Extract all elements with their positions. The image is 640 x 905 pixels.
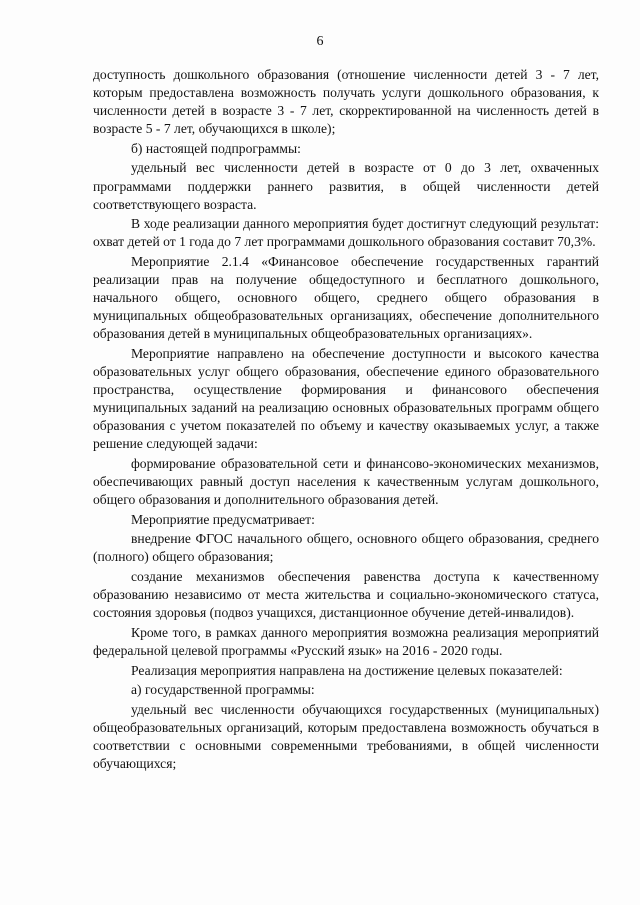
- document-body: [93, 66, 599, 775]
- paragraph-students-share: удельный вес численности обучающихся государственных (муниципальных) общеобразовательных организаций, которым предоставлена возможность обучаться в соответствии с основными современными требованиями, в общей численности обучающихся;: [93, 701, 599, 771]
- paragraph-measure-provides: Мероприятие предусматривает:: [131, 511, 315, 527]
- paragraph-network-formation: формирование образовательной сети и финансово-экономических механизмов, обеспечивающих равный доступ населения к качественным услугам дошкольного, общего образования и дополнительного образования детей.: [93, 455, 599, 508]
- paragraph-preschool-accessibility: доступность дошкольного образования (отношение численности детей 3 - 7 лет, которым предоставлена возможность получать услуги дошкольного образования, к численности детей в возрасте 3 - 7 лет, скорректированной на численность детей в возрасте 5 - 7 лет, обучающихся в школе);: [93, 67, 599, 137]
- paragraph-state-program-heading: а) государственной программы:: [131, 682, 315, 698]
- paragraph-subprogram-heading: б) настоящей подпрограммы:: [131, 140, 301, 156]
- paragraph-fgos-implementation: внедрение ФГОС начального общего, основного общего образования, среднего (полного) общего образования;: [93, 531, 599, 565]
- paragraph-early-development-share: удельный вес численности детей в возрасте от 0 до 3 лет, охваченных программами поддержки раннего развития, в общей численности детей соответствующего возраста.: [93, 160, 599, 212]
- paragraph-expected-result: В ходе реализации данного мероприятия будет достигнут следующий результат: охват детей от 1 года до 7 лет программами дошкольного образования составит 70,3%.: [93, 216, 599, 250]
- paragraph-measure-2-1-4: Мероприятие 2.1.4 «Финансовое обеспечение государственных гарантий реализации прав на получение общедоступного и бесплатного дошкольного, начального общего, основного общего, среднего общего образования в муниципальных общеобразовательных организациях, обеспечение дополнительного образования детей в муниципальных общеобразовательных организациях».: [93, 253, 599, 342]
- paragraph-russian-language-program: Кроме того, в рамках данного мероприятия возможна реализация мероприятий федеральной целевой программы «Русский язык» на 2016 - 2020 годы.: [93, 624, 599, 658]
- paragraph-target-indicators: Реализация мероприятия направлена на достижение целевых показателей:: [131, 662, 563, 678]
- paragraph-equal-access-mechanisms: создание механизмов обеспечения равенства доступа к качественному образованию независимо от места жительства и социально-экономического статуса, состояния здоровья (подвоз учащихся, дистанционное обучение детей-инвалидов).: [93, 569, 599, 621]
- paragraph-measure-purpose: Мероприятие направлено на обеспечение доступности и высокого качества образовательных услуг общего образования, обеспечение единого образовательного пространства, осуществление формирования и финансового обеспечения муниципальных заданий на реализацию основных образовательных программ общего образования с учетом показателей по объему и качеству оказываемых услуг, а также решение следующей задачи:: [93, 345, 599, 452]
- page-number: 6: [316, 34, 324, 49]
